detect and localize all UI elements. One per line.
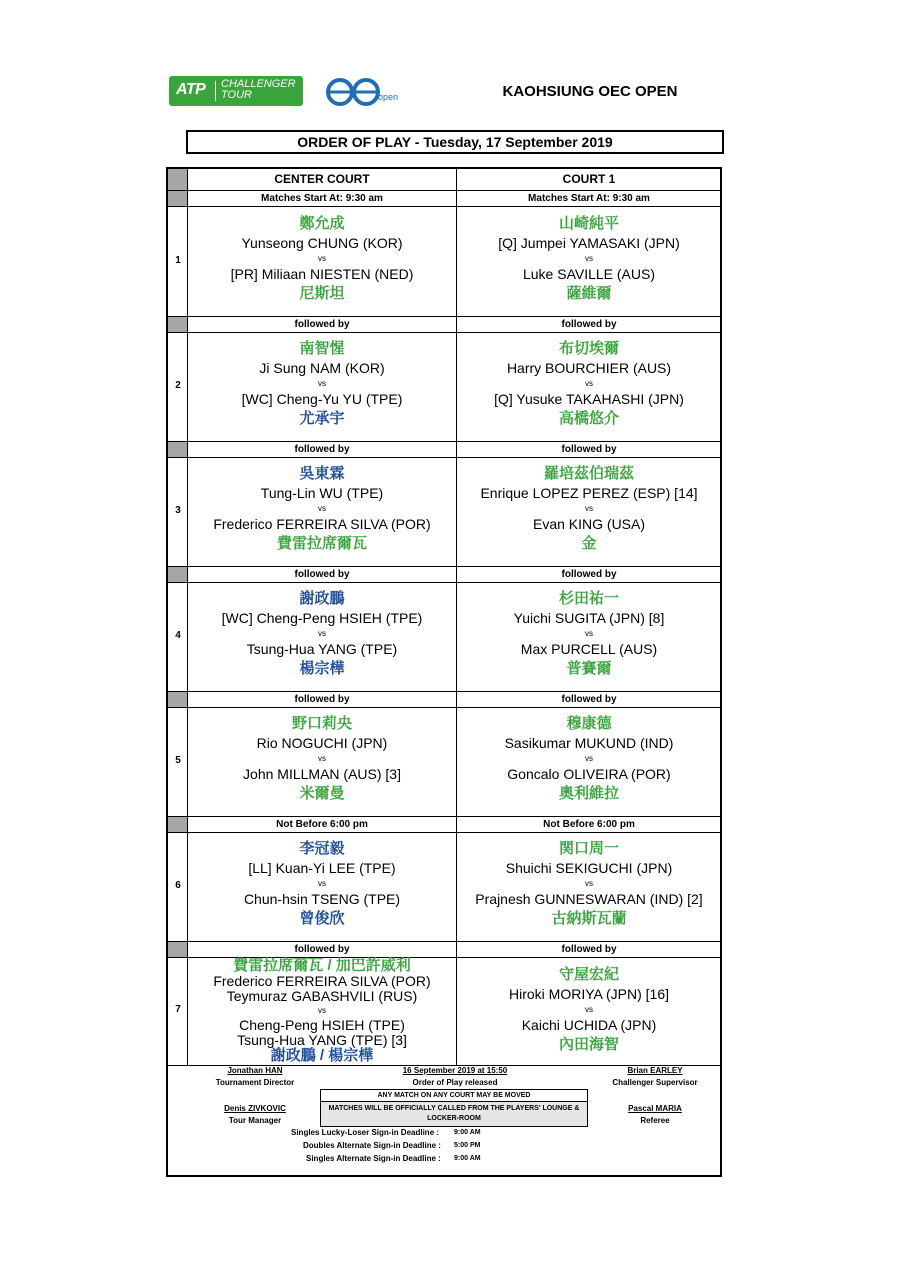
match-number: 3	[175, 505, 181, 516]
deadline-time: 9:00 AM	[454, 1155, 481, 1162]
team-chinese-names: 費雷拉席爾瓦 / 加巴許威利	[233, 957, 411, 974]
player-name: Shuichi SEKIGUCHI (JPN)	[505, 860, 673, 876]
player-chinese-name: 尤承宇	[299, 410, 345, 427]
player-name: Prajnesh GUNNESWARAN (IND) [2]	[475, 891, 703, 907]
versus-label: vs	[585, 379, 593, 388]
supervisor-name: Brian EARLEY	[627, 1066, 683, 1075]
player-name: Teymuraz GABASHVILI (RUS)	[226, 988, 418, 1004]
versus-label: vs	[318, 504, 326, 513]
versus-label: vs	[585, 879, 593, 888]
player-name: Chun-hsin TSENG (TPE)	[243, 891, 401, 907]
versus-label: vs	[585, 504, 593, 513]
match-card	[188, 463, 456, 555]
player-chinese-name: 南智惺	[299, 340, 345, 357]
separator-label: followed by	[294, 944, 350, 955]
versus-label: vs	[318, 879, 326, 888]
separator-label: followed by	[294, 694, 350, 705]
deadline-time: 5:00 PM	[454, 1142, 481, 1149]
player-chinese-name: 謝政鵬	[299, 590, 345, 607]
versus-label: vs	[318, 754, 326, 763]
deadline-label: Singles Lucky-Loser Sign-in Deadline :	[291, 1128, 440, 1137]
player-name: Rio NOGUCHI (JPN)	[256, 735, 388, 751]
match-card	[457, 588, 721, 680]
atp-challenger-logo	[169, 76, 303, 106]
player-chinese-name: 薩維爾	[566, 285, 612, 302]
player-name: Harry BOURCHIER (AUS)	[506, 360, 672, 376]
match-card	[188, 838, 456, 930]
player-chinese-name: 高橋悠介	[558, 410, 619, 427]
player-name: Tsung-Hua YANG (TPE)	[246, 641, 398, 657]
versus-label: vs	[585, 1005, 593, 1014]
match-number: 4	[175, 630, 181, 641]
player-chinese-name: 古納斯瓦蘭	[551, 910, 627, 927]
match-card	[188, 713, 456, 805]
court-header-center: CENTER COURT	[274, 172, 370, 186]
player-chinese-name: 吳東霖	[299, 465, 345, 482]
player-name: [Q] Jumpei YAMASAKI (JPN)	[498, 235, 680, 251]
player-chinese-name: 李冠毅	[299, 840, 345, 857]
player-name: Luke SAVILLE (AUS)	[522, 266, 656, 282]
player-name: [PR] Miliaan NIESTEN (NED)	[230, 266, 414, 282]
player-chinese-name: 穆康德	[566, 715, 612, 732]
player-name: Yunseong CHUNG (KOR)	[241, 235, 403, 251]
player-name: [WC] Cheng-Peng HSIEH (TPE)	[221, 610, 423, 626]
player-name: [WC] Cheng-Yu YU (TPE)	[241, 391, 403, 407]
player-chinese-name: 羅培茲伯瑞茲	[543, 465, 634, 482]
player-chinese-name: 奧利維拉	[558, 785, 619, 802]
versus-label: vs	[318, 254, 326, 263]
notice-move: ANY MATCH ON ANY COURT MAY BE MOVED	[321, 1090, 587, 1102]
player-name: Cheng-Peng HSIEH (TPE)	[239, 1017, 405, 1033]
separator-label: followed by	[561, 319, 617, 330]
player-name: Yuichi SUGITA (JPN) [8]	[513, 610, 665, 626]
manager-role: Tour Manager	[228, 1116, 282, 1125]
versus-label: vs	[318, 379, 326, 388]
match-number: 7	[175, 1004, 181, 1015]
schedule-table	[166, 167, 722, 1177]
player-chinese-name: 鄭允成	[299, 215, 345, 232]
player-chinese-name: 守屋宏紀	[558, 966, 619, 983]
player-name: John MILLMAN (AUS) [3]	[243, 766, 401, 782]
match-card	[457, 338, 721, 430]
release-date: 16 September 2019 at 15:50	[402, 1066, 508, 1075]
referee-role: Referee	[640, 1116, 670, 1125]
match-card	[188, 588, 456, 680]
start-time-center: Matches Start At: 9:30 am	[261, 193, 383, 204]
release-label: Order of Play released	[412, 1078, 498, 1087]
player-chinese-name: 野口莉央	[291, 715, 352, 732]
match-number: 2	[175, 380, 181, 391]
match-number: 5	[175, 755, 181, 766]
match-card	[188, 213, 456, 305]
player-chinese-name: 費雷拉席爾瓦	[276, 535, 367, 552]
court-header-court1: COURT 1	[562, 172, 616, 186]
player-chinese-name: 曾俊欣	[299, 910, 345, 927]
player-name: [Q] Yusuke TAKAHASHI (JPN)	[494, 391, 684, 407]
match-card	[457, 213, 721, 305]
notice-called: MATCHES WILL BE OFFICIALLY CALLED FROM THE PLAYERS' LOUNGE & LOCKER-ROOM	[321, 1102, 587, 1126]
separator-label: followed by	[294, 569, 350, 580]
notice-box	[320, 1089, 588, 1127]
oec-logo-text: open	[378, 92, 399, 102]
player-name: Tung-Lin WU (TPE)	[260, 485, 384, 501]
deadline-time: 9:00 AM	[454, 1129, 481, 1136]
tournament-title: KAOHSIUNG OEC OPEN	[502, 83, 678, 100]
separator-label: followed by	[561, 444, 617, 455]
player-chinese-name: 関口周一	[558, 840, 619, 857]
start-time-court1: Matches Start At: 9:30 am	[528, 193, 650, 204]
player-name: Hiroki MORIYA (JPN) [16]	[509, 986, 669, 1002]
versus-label: vs	[585, 629, 593, 638]
separator-label: followed by	[294, 319, 350, 330]
supervisor-role: Challenger Supervisor	[612, 1078, 698, 1087]
match-card	[188, 338, 456, 430]
versus-label: vs	[318, 629, 326, 638]
player-name: [LL] Kuan-Yi LEE (TPE)	[248, 860, 396, 876]
player-name: Kaichi UCHIDA (JPN)	[521, 1017, 657, 1033]
deadline-row	[291, 1128, 531, 1137]
player-name: Enrique LOPEZ PEREZ (ESP) [14]	[480, 485, 698, 501]
order-of-play-title: ORDER OF PLAY - Tuesday, 17 September 2019	[186, 130, 724, 154]
separator-label: followed by	[561, 944, 617, 955]
deadline-label: Singles Alternate Sign-in Deadline :	[306, 1154, 441, 1163]
player-chinese-name: 布切埃爾	[558, 340, 619, 357]
separator-label: Not Before 6:00 pm	[543, 819, 635, 830]
player-name: Frederico FERREIRA SILVA (POR)	[213, 516, 431, 532]
player-chinese-name: 楊宗樺	[299, 660, 345, 677]
player-chinese-name: 杉田祐一	[558, 590, 619, 607]
match-card	[457, 838, 721, 930]
match-card	[457, 463, 721, 555]
player-chinese-name: 米爾曼	[299, 785, 345, 802]
player-name: Tsung-Hua YANG (TPE) [3]	[237, 1032, 407, 1048]
separator-label: followed by	[561, 569, 617, 580]
manager-name: Denis ZIVKOVIC	[224, 1104, 286, 1113]
player-chinese-name: 山崎純平	[558, 215, 619, 232]
player-name: Sasikumar MUKUND (IND)	[504, 735, 674, 751]
player-chinese-name: 內田海智	[558, 1036, 619, 1053]
versus-label: vs	[585, 754, 593, 763]
separator-label: followed by	[561, 694, 617, 705]
atp-logo-text: ATP	[176, 81, 206, 98]
player-name: Frederico FERREIRA SILVA (POR)	[213, 973, 431, 989]
separator-label: followed by	[294, 444, 350, 455]
team-chinese-names: 謝政鵬 / 楊宗樺	[270, 1047, 374, 1064]
player-chinese-name: 金	[581, 535, 597, 552]
director-name: Jonathan HAN	[227, 1066, 283, 1075]
versus-label: vs	[318, 1006, 326, 1015]
deadline-row	[306, 1154, 546, 1163]
match-number: 1	[175, 255, 181, 266]
director-role: Tournament Director	[215, 1078, 295, 1087]
player-chinese-name: 普賽爾	[566, 660, 612, 677]
oec-logo	[326, 76, 402, 108]
match-card	[457, 713, 721, 805]
player-name: Goncalo OLIVEIRA (POR)	[507, 766, 671, 782]
deadline-label: Doubles Alternate Sign-in Deadline :	[303, 1141, 441, 1150]
player-name: Ji Sung NAM (KOR)	[259, 360, 385, 376]
challenger-logo-text: CHALLENGER TOUR	[221, 78, 296, 101]
player-chinese-name: 尼斯坦	[299, 285, 345, 302]
referee-name: Pascal MARIA	[628, 1104, 682, 1113]
player-name: Max PURCELL (AUS)	[520, 641, 658, 657]
player-name: Evan KING (USA)	[532, 516, 646, 532]
separator-label: Not Before 6:00 pm	[276, 819, 368, 830]
match-card	[457, 964, 721, 1056]
deadline-row	[303, 1141, 543, 1150]
match-card	[188, 958, 456, 1064]
versus-label: vs	[585, 254, 593, 263]
match-number: 6	[175, 880, 181, 891]
